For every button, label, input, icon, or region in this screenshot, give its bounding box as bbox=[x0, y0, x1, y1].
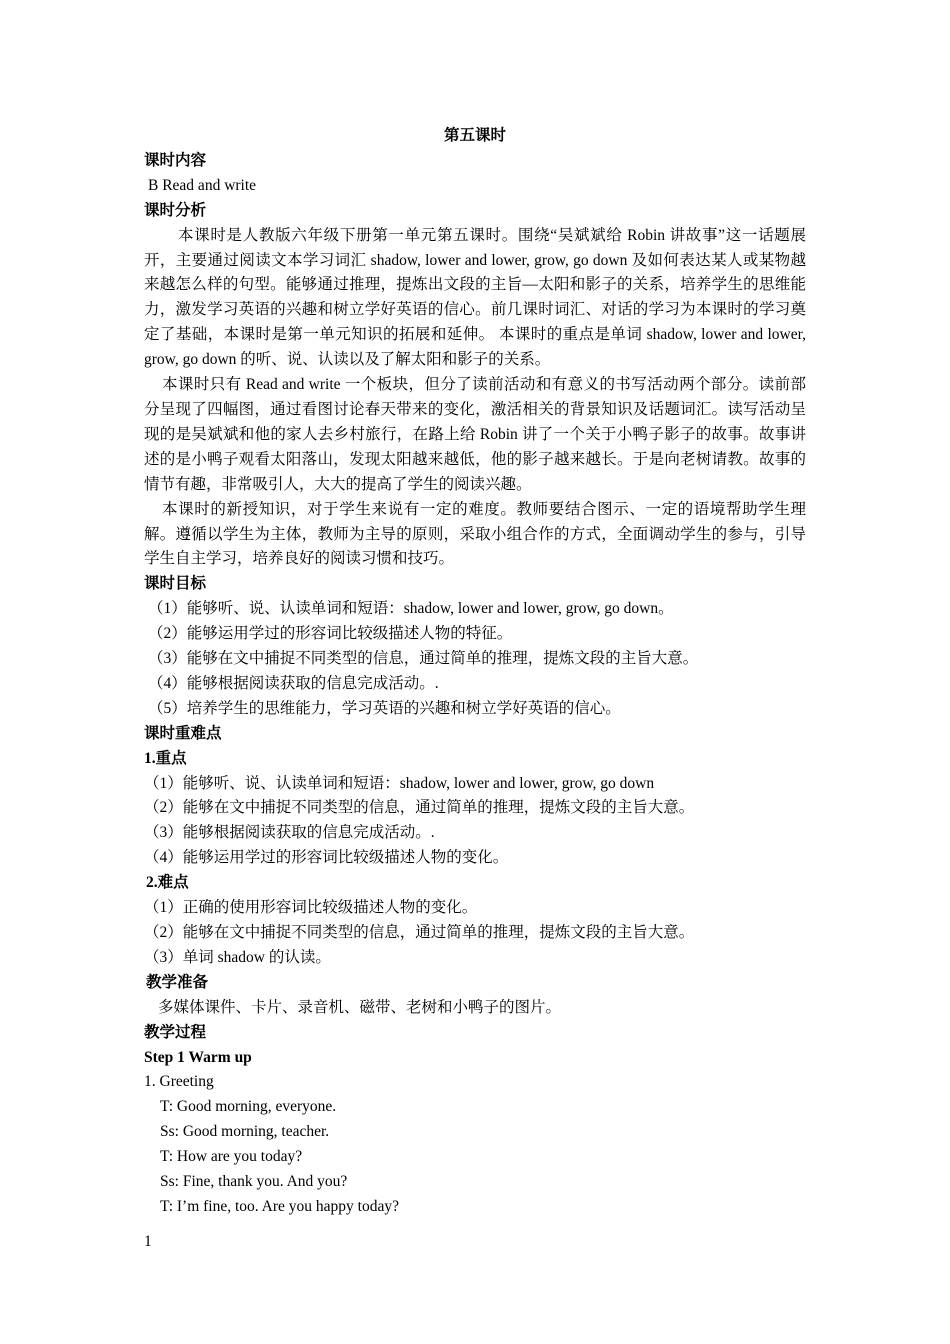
dialogue-line: Ss: Good morning, teacher. bbox=[160, 1123, 330, 1141]
analysis-heading: 课时分析 bbox=[144, 201, 207, 219]
prep-text: 多媒体课件、卡片、录音机、磁带、老树和小鸭子的图片。 bbox=[158, 998, 562, 1016]
lesson-title: 第五课时 bbox=[443, 127, 506, 144]
dialogue-line: T: I’m fine, too. Are you happy today? bbox=[160, 1197, 399, 1215]
document-page bbox=[144, 124, 806, 1220]
difficult-item: （2）能够在文中捕捉不同类型的信息，通过简单的推理，提炼文段的主旨大意。 bbox=[144, 924, 695, 941]
dialogue-line: T: How are you today? bbox=[160, 1148, 303, 1166]
key-item: （2）能够在文中捕捉不同类型的信息，通过简单的推理，提炼文段的主旨大意。 bbox=[144, 799, 695, 817]
difficult-item: （1）正确的使用形容词比较级描述人物的变化。 bbox=[144, 899, 478, 917]
key-points-heading: 课时重难点 bbox=[144, 724, 222, 742]
difficult-heading: 2.难点 bbox=[146, 874, 189, 892]
analysis-paragraph-1: 本课时是人教版六年级下册第一单元第五课时。围绕“吴斌斌给 Robin 讲故事”这一话题展开，主要通过阅读文本学习词汇 shadow, lower and lower, grow, go down 及如何表达某人或某物越来越怎么样的句型。能够通过推理，提炼出文段的主旨—太阳和影子的关系，培养学生的思维能力，激发学习英语的兴趣和树立学好英语的信心。前几课时词汇、对话的学习为本课时的学习奠定了基础，本课时是第一单元知识的拓展和延伸。 本课时的重点是单词 shadow, lower and lower, grow, go down 的听、说、认读以及了解太阳和影子的关系。 bbox=[144, 226, 806, 369]
key-item: （3）能够根据阅读获取的信息完成活动。. bbox=[144, 824, 435, 842]
dialogue-line: T: Good morning, everyone. bbox=[160, 1098, 337, 1116]
step1-heading: Step 1 Warm up bbox=[144, 1048, 252, 1066]
content-text: B Read and write bbox=[148, 176, 257, 194]
dialogue-line: Ss: Fine, thank you. And you? bbox=[160, 1173, 348, 1191]
analysis-paragraph-2: 本课时只有 Read and write 一个板块，但分了读前活动和有意义的书写活动两个部分。读前部分呈现了四幅图，通过看图讨论春天带来的变化，激活相关的背景知识及话题词汇。读写活动呈现的是吴斌斌和他的家人去乡村旅行，在路上给 Robin 讲了一个关于小鸭子影子的故事。故事讲述的是小鸭子观看太阳落山，发现太阳越来越低，他的影子越来越长。于是向老树请教。故事的情节有趣，非常吸引人，大大的提高了学生的阅读兴趣。 bbox=[144, 376, 806, 493]
prep-heading: 教学准备 bbox=[146, 973, 209, 991]
analysis-paragraph-3: 本课时的新授知识，对于学生来说有一定的难度。教师要结合图示、一定的语境帮助学生理解。遵循以学生为主体，教师为主导的原则，采取小组合作的方式，全面调动学生的参与，引导学生自主学习，培养良好的阅读习惯和技巧。 bbox=[144, 500, 806, 568]
process-heading: 教学过程 bbox=[144, 1023, 207, 1041]
objective-item: （3）能够在文中捕捉不同类型的信息，通过简单的推理，提炼文段的主旨大意。 bbox=[148, 650, 699, 668]
content-heading: 课时内容 bbox=[144, 151, 207, 169]
objective-item: （1）能够听、说、认读单词和短语：shadow, lower and lower, grow, go down。 bbox=[148, 600, 674, 618]
greeting-heading: 1. Greeting bbox=[144, 1073, 214, 1091]
objectives-heading: 课时目标 bbox=[144, 575, 207, 593]
key-item: （4）能够运用学过的形容词比较级描述人物的变化。 bbox=[144, 849, 509, 867]
objective-item: （5）培养学生的思维能力，学习英语的兴趣和树立学好英语的信心。 bbox=[148, 699, 621, 717]
page-number: 1 bbox=[144, 1233, 152, 1250]
objective-item: （4）能够根据阅读获取的信息完成活动。. bbox=[148, 674, 439, 692]
key-item: （1）能够听、说、认读单词和短语：shadow, lower and lower, grow, go down bbox=[144, 774, 655, 792]
key-heading: 1.重点 bbox=[144, 749, 187, 767]
difficult-item: （3）单词 shadow 的认读。 bbox=[144, 948, 331, 966]
objective-item: （2）能够运用学过的形容词比较级描述人物的特征。 bbox=[148, 625, 513, 643]
